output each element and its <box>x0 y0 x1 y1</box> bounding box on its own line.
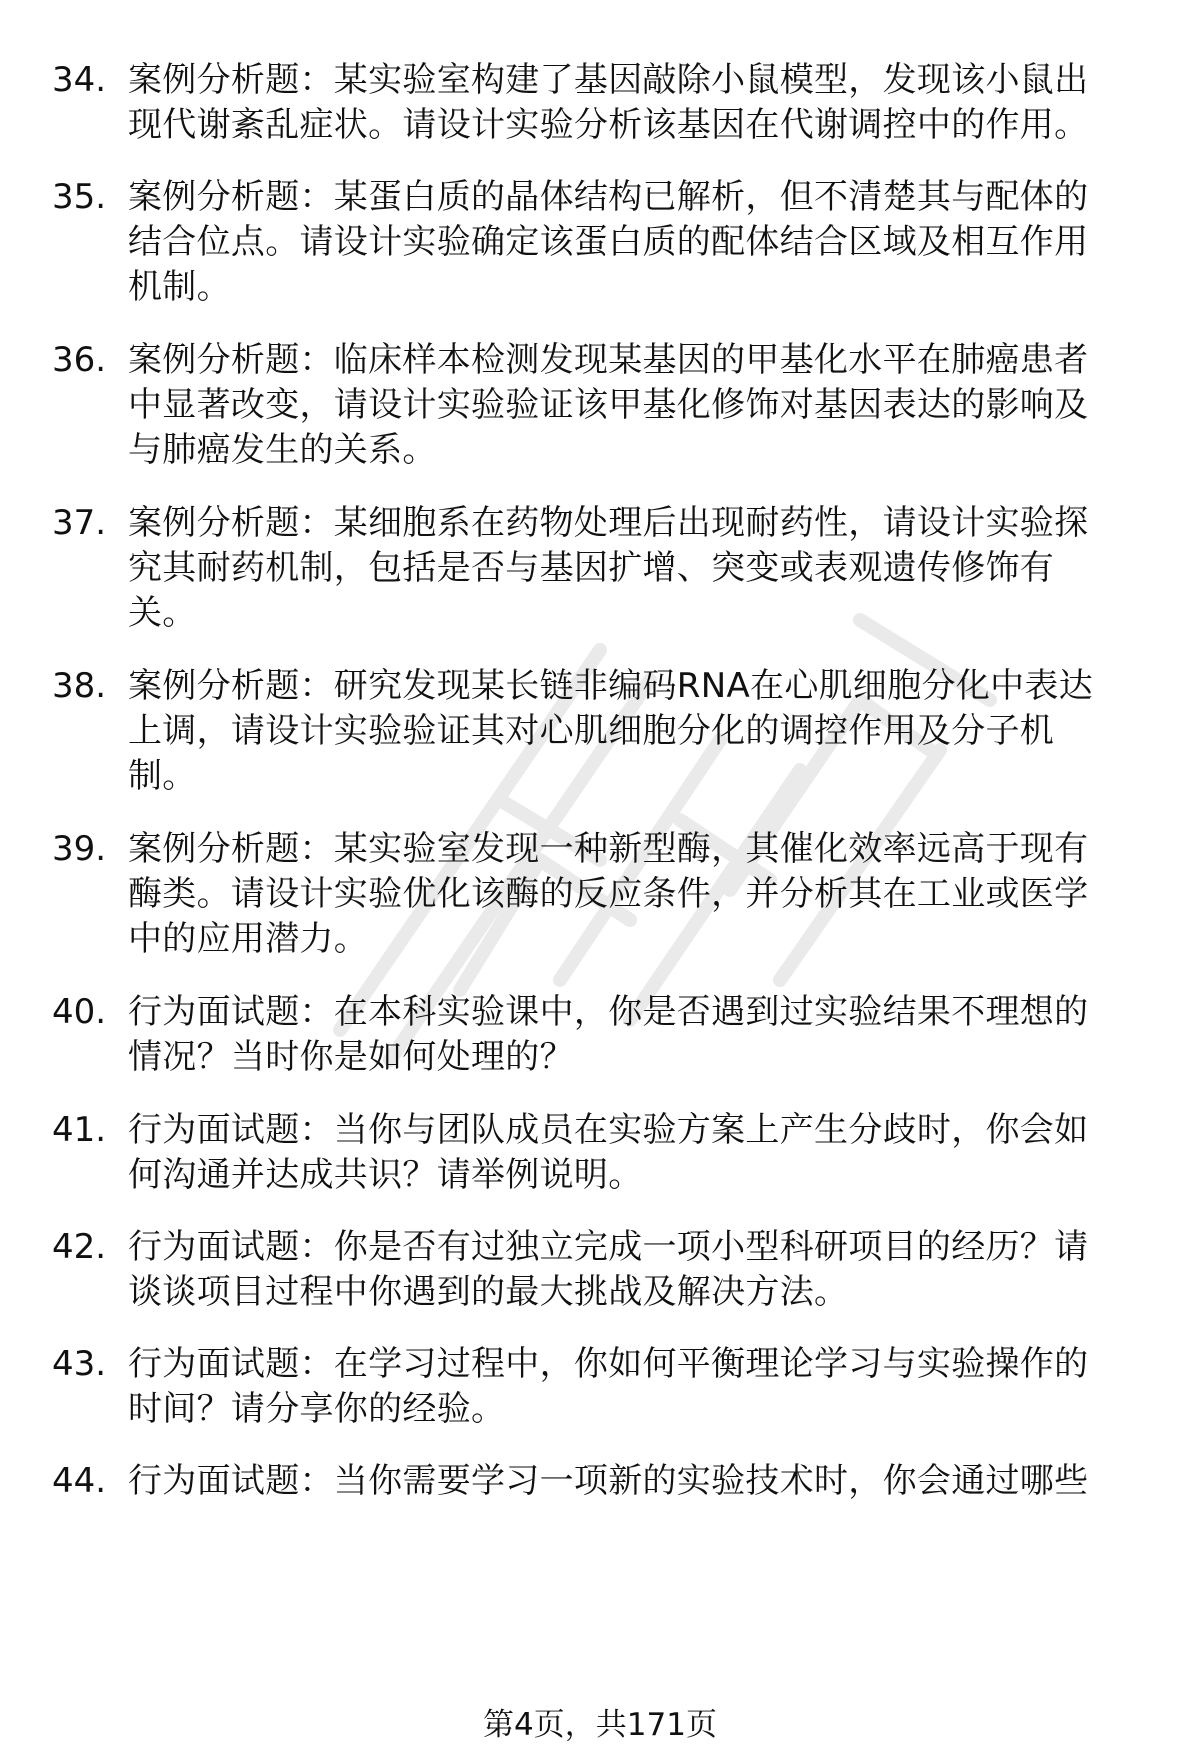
question-number: 38. <box>52 666 107 706</box>
question-line: 结合位点。请设计实验确定该蛋白质的配体结合区域及相互作用 <box>128 222 1089 262</box>
question-line: 行为面试题：当你需要学习一项新的实验技术时，你会通过哪些 <box>128 1461 1089 1501</box>
question-line: 案例分析题：某实验室发现一种新型酶，其催化效率远高于现有 <box>128 829 1089 869</box>
question-line: 行为面试题：你是否有过独立完成一项小型科研项目的经历？请 <box>128 1227 1089 1267</box>
question-text <box>128 338 1148 473</box>
question-line: 时间？请分享你的经验。 <box>128 1389 506 1429</box>
question-item <box>0 175 1200 325</box>
question-text <box>128 1225 1148 1315</box>
question-item <box>0 338 1200 488</box>
question-line: 与肺癌发生的关系。 <box>128 430 437 470</box>
question-item <box>0 1342 1200 1452</box>
question-line: 案例分析题：临床样本检测发现某基因的甲基化水平在肺癌患者 <box>128 340 1089 380</box>
question-number: 43. <box>52 1344 107 1384</box>
question-line: 制。 <box>128 756 197 796</box>
question-line: 中显著改变，请设计实验验证该甲基化修饰对基因表达的影响及 <box>128 385 1089 425</box>
question-text <box>128 827 1148 962</box>
question-line: 情况？当时你是如何处理的？ <box>128 1037 574 1077</box>
page-footer: 第4页，共171页 <box>483 1707 717 1743</box>
question-number: 36. <box>52 340 107 380</box>
question-line: 案例分析题：某蛋白质的晶体结构已解析，但不清楚其与配体的 <box>128 177 1089 217</box>
question-line: 机制。 <box>128 267 231 307</box>
question-item <box>0 827 1200 977</box>
question-line: 案例分析题：某细胞系在药物处理后出现耐药性，请设计实验探 <box>128 503 1089 543</box>
question-text <box>128 1342 1148 1432</box>
question-line: 现代谢紊乱症状。请设计实验分析该基因在代谢调控中的作用。 <box>128 105 1089 145</box>
question-line: 上调，请设计实验验证其对心肌细胞分化的调控作用及分子机 <box>128 711 1055 751</box>
question-text <box>128 501 1148 636</box>
question-text <box>128 1459 1148 1504</box>
question-text <box>128 175 1148 310</box>
question-text <box>128 664 1148 799</box>
question-number: 41. <box>52 1110 107 1150</box>
question-line: 行为面试题：在本科实验课中，你是否遇到过实验结果不理想的 <box>128 992 1089 1032</box>
question-line: 行为面试题：在学习过程中，你如何平衡理论学习与实验操作的 <box>128 1344 1089 1384</box>
question-line: 谈谈项目过程中你遇到的最大挑战及解决方法。 <box>128 1272 849 1312</box>
question-line: 关。 <box>128 593 197 633</box>
question-line: 案例分析题：某实验室构建了基因敲除小鼠模型，发现该小鼠出 <box>128 60 1089 100</box>
question-number: 35. <box>52 177 107 217</box>
question-item <box>0 501 1200 651</box>
question-number: 39. <box>52 829 107 869</box>
question-line: 行为面试题：当你与团队成员在实验方案上产生分歧时，你会如 <box>128 1110 1089 1150</box>
question-item <box>0 664 1200 814</box>
question-item <box>0 1108 1200 1218</box>
question-number: 40. <box>52 992 107 1032</box>
question-number: 37. <box>52 503 107 543</box>
question-line: 中的应用潜力。 <box>128 919 369 959</box>
question-number: 34. <box>52 60 107 100</box>
question-line: 究其耐药机制，包括是否与基因扩增、突变或表观遗传修饰有 <box>128 548 1055 588</box>
question-item <box>0 1225 1200 1335</box>
question-text <box>128 990 1148 1080</box>
question-line: 何沟通并达成共识？请举例说明。 <box>128 1155 643 1195</box>
question-number: 42. <box>52 1227 107 1267</box>
question-number: 44. <box>52 1461 107 1501</box>
question-item <box>0 990 1200 1100</box>
question-line: 案例分析题：研究发现某长链非编码RNA在心肌细胞分化中表达 <box>128 666 1094 706</box>
question-text <box>128 1108 1148 1198</box>
question-line: 酶类。请设计实验优化该酶的反应条件，并分析其在工业或医学 <box>128 874 1089 914</box>
question-item <box>0 58 1200 168</box>
question-text <box>128 58 1148 148</box>
question-item <box>0 1459 1200 1519</box>
